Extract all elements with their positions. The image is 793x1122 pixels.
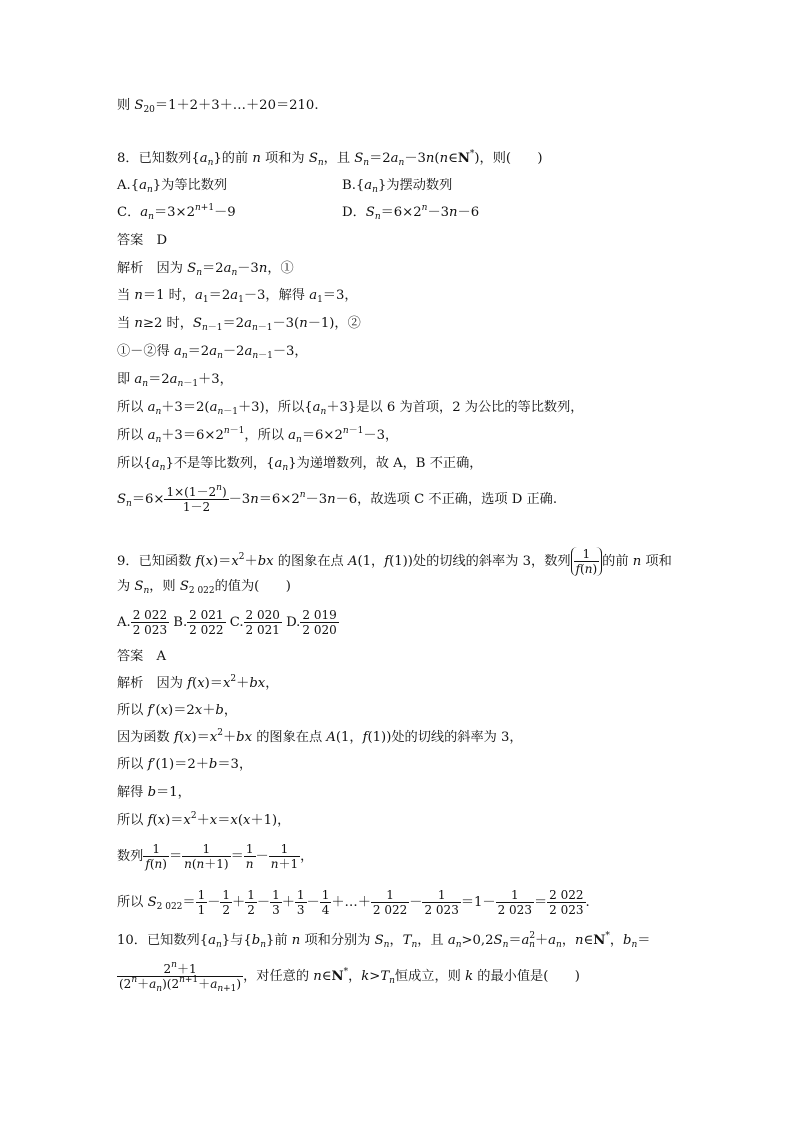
q9-solution-3: 因为函数 $f(x)=x^2+bx$ 的图象在点 A(1，f(1))处的切线的斜率为 3， [117, 728, 523, 745]
q8-solution-2: 当 n＝1 时，$a_1=2a_1-3$，解得 $a_1=3$， [117, 288, 358, 305]
q8-solution-4: ①－②得 $a_n=2a_n-2a_{n-1}-3$， [117, 344, 308, 361]
q8-solution-7: 所以 $a_n+3=6\times 2^{n-1}$，所以 $a_n=6\times 2^{n-1}-3$， [117, 426, 399, 445]
q9-options: A. $\frac{2 022}{2 023}$ B. $\frac{2 021}{2 022}$ C. $\frac{2 020}{2 021}$ D. $\frac{2 019}{2 020}$ [117, 608, 337, 637]
q8-answer: 答案 D [117, 233, 168, 248]
q9-solution-6: 所以 $f(x)=x^2+x=x(x+1)$， [117, 811, 291, 828]
q9-solution-5: 解得 b＝1， [117, 785, 191, 800]
q8-option-d: D．$S_n=6\times 2^n-3n-6$ [342, 203, 480, 222]
line-s20: 则 $S_{20}=1+2+3+\dots+20=210$. [117, 98, 319, 115]
q8-option-c: C．$a_n=3\times 2^{n+1}-9$ [117, 203, 236, 222]
q9-solution-4: 所以 f′(1)＝2＋b＝3， [117, 757, 253, 772]
q10-stem-line1: 10．已知数列$\{a_n\}$与$\{b_n\}$前 n 项和分别为 $S_n$，$T_n$，且 $a_n>0,2S_n=a^2_n+a_n$，n∈N*，$b_n=$ [117, 931, 651, 950]
q8-solution-3: 当 n≥2 时，$S_{n-1}=2a_{n-1}-3(n-1)$，② [117, 316, 361, 333]
q8-stem: 8．已知数列$\{a_n\}$的前 n 项和为 $S_n$，且 $S_n=2a_n-3n(n\in N^*)$，则( ) [117, 149, 543, 168]
q9-solution-7: 数列 $\frac{1}{f(n)}$ ＝ $\frac{1}{n(n+1)}$ ＝ $\frac{1}{n}$ － $\frac{1}{n+1}$ ， [117, 842, 314, 871]
q9-solution-8: 所以 $S_{2 022}=$ $\frac{1}{1}$ － $\frac{1}{2}$ ＋ $\frac{1}{2}$ － $\frac{1}{3}$ ＋ $\frac{1}{3}$ － $\frac{1}{4}$ ＋…＋ $\frac{1}{2 022}$ － $\frac{1}{2 023}$ ＝1－ $\frac{1}{2 023}$ ＝ $\frac{2 022}{2 023}$ . [117, 888, 590, 917]
q9-stem-line2: 为 $S_n$，则 $S_{2 022}$的值为( ) [117, 579, 291, 596]
q10-stem-line2: $\frac{2^n+1}{(2^n+a_n)(2^{n+1}+a_{n+1})}$ ，对任意的 n∈N*，$k>T_n$恒成立，则 k 的最小值是( ) [119, 960, 580, 994]
q8-solution-5: 即 $a_n=2a_{n-1}+3$， [117, 372, 233, 389]
q8-solution-1: 解析 因为 $S_n=2a_n-3n$，① [117, 261, 294, 278]
q8-option-a: $A.\{a_n\}$为等比数列 [117, 178, 228, 195]
q8-solution-9: $S_n=6\times$ $\frac{1\times(1-2^n)}{1-2}$ $-3n=6\times 2^n-3n-6$，故选项 C 不正确，选项 D 正确. [117, 483, 558, 514]
q8-solution-8: 所以$\{a_n\}$不是等比数列，$\{a_n\}$为递增数列，故 A，B 不正确， [117, 456, 483, 473]
q9-solution-2: 所以 f′(x)＝2x＋b， [117, 703, 238, 718]
q8-solution-6: 所以 $a_n+3=2(a_{n-1}+3)$，所以$\{a_n+3\}$是以 6 为首项，2 为公比的等比数列， [117, 400, 584, 417]
q9-answer: 答案 A [117, 649, 167, 664]
q9-solution-1: 解析 因为 $f(x)=x^2+bx$， [117, 674, 279, 691]
q9-stem-line1: 9．已知函数 $f(x)=x^2+bx$ 的图象在点 A(1，f(1))处的切线的斜率为 3，数列 $\frac{1}{f(n)}$ 的前 n 项和 [117, 547, 672, 576]
q8-option-b: $B.\{a_n\}$为摆动数列 [342, 178, 453, 195]
